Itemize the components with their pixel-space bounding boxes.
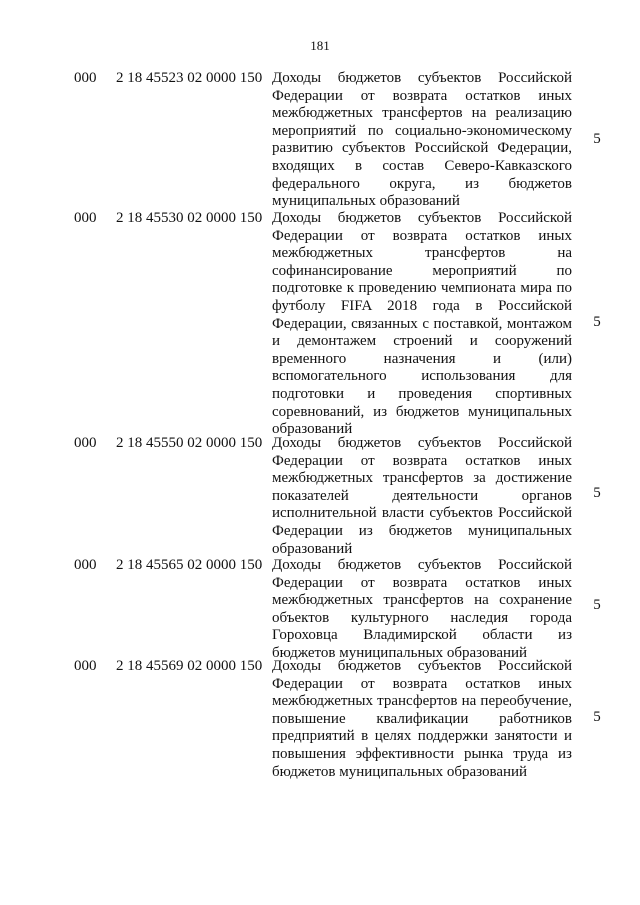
income-description: Доходы бюджетов субъектов Российской Федерации от возврата остатков иных межбюджетных трансфертов на сохранение объектов культурного наследия города Гороховца Владимирской области из бюджетов муниципальных образований [272,557,572,661]
income-description: Доходы бюджетов субъектов Российской Федерации от возврата остатков иных межбюджетных трансфертов на реализацию мероприятий по социально-экономическому развитию субъектов Российской Федерации, входящих в состав Северо-Кавказского федерального округа, из бюджетов муниципальных образований [272,70,572,210]
income-description: Доходы бюджетов субъектов Российской Федерации от возврата остатков иных межбюджетных трансфертов за достижение показателей деятельности органов исполнительной власти субъектов Российской Федерации из бюджетов муниципальных образований [272,435,572,557]
admin-code: 000 [74,210,97,226]
admin-code: 000 [74,658,97,674]
page-number: 181 [310,38,330,53]
amount-value: 5 [593,597,601,613]
admin-code: 000 [74,557,97,573]
budget-code: 2 18 45565 02 0000 150 [116,557,263,573]
income-description: Доходы бюджетов субъектов Российской Федерации от возврата остатков иных межбюджетных трансфертов на софинансирование мероприятий по подготовке к проведению чемпионата мира по футболу FIFA 2018 года в Российской Федерации, связанных с поставкой, монтажом и демонтажем строений и сооружений временного назначения и (или) вспомогательного использования для подготовки и проведения спортивных соревнований, из бюджетов муниципальных образований [272,210,572,438]
budget-code: 2 18 45523 02 0000 150 [116,70,263,86]
admin-code: 000 [74,70,97,86]
amount-value: 5 [593,131,601,147]
admin-code: 000 [74,435,97,451]
amount-value: 5 [593,709,601,725]
budget-code: 2 18 45550 02 0000 150 [116,435,263,451]
budget-code: 2 18 45569 02 0000 150 [116,658,263,674]
budget-code: 2 18 45530 02 0000 150 [116,210,263,226]
amount-value: 5 [593,314,601,330]
income-description: Доходы бюджетов субъектов Российской Федерации от возврата остатков иных межбюджетных трансфертов на переобучение, повышение квалификации работников предприятий в целях поддержки занятости и повышения эффективности рынка труда из бюджетов муниципальных образований [272,658,572,780]
amount-value: 5 [593,485,601,501]
